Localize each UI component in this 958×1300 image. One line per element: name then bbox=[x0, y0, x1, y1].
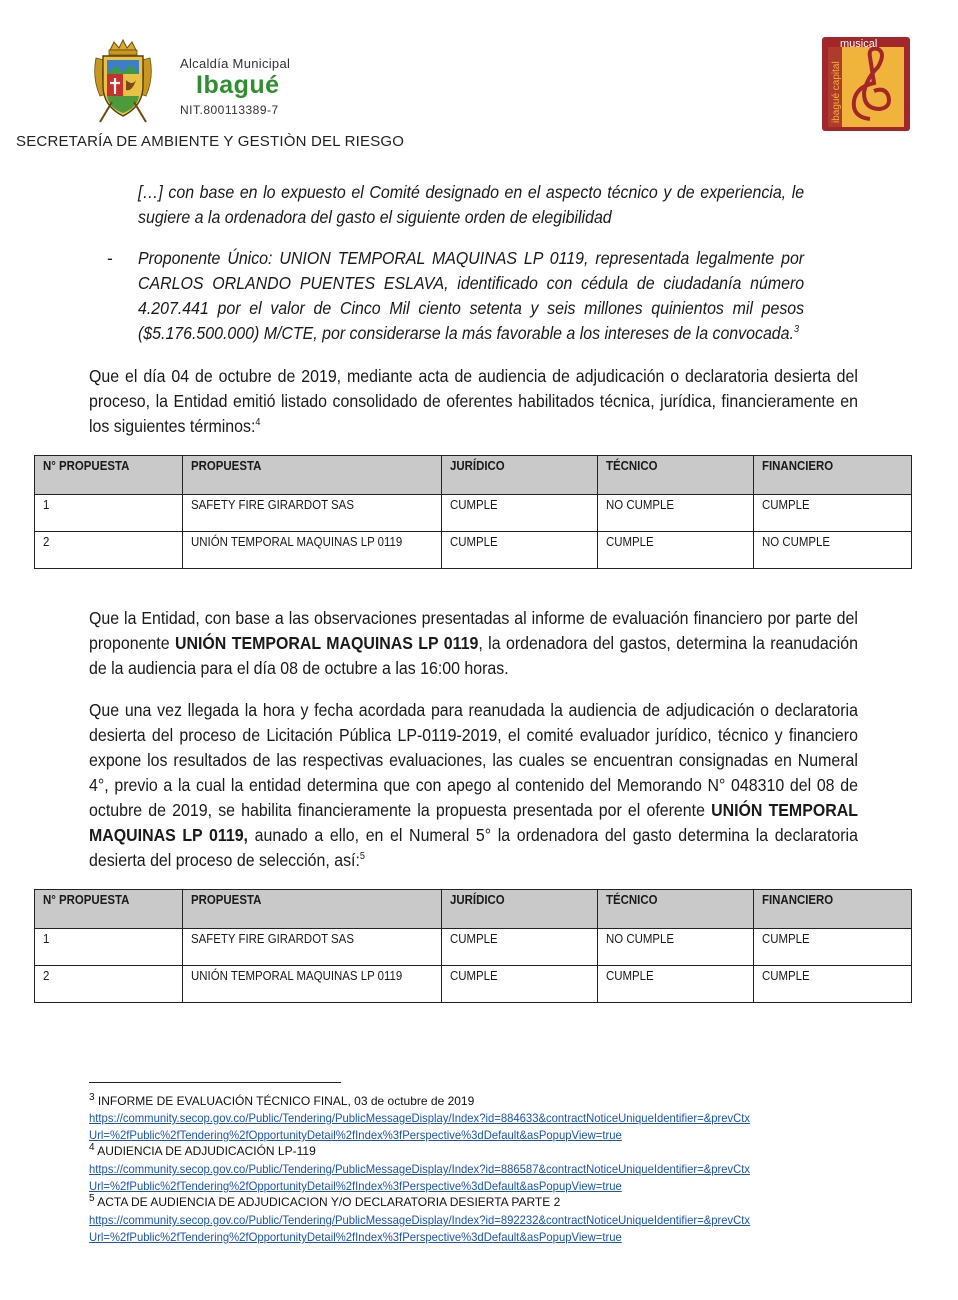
header-tecnico: TÉCNICO bbox=[598, 890, 754, 929]
header-propuesta: PROPUESTA bbox=[182, 456, 441, 495]
paragraph-2 bbox=[89, 606, 858, 681]
header-n-propuesta: N° PROPUESTA bbox=[35, 456, 183, 495]
table-cell: CUMPLE bbox=[441, 495, 597, 532]
logo-vertical-text: ibagué capital bbox=[831, 61, 842, 123]
table-cell: 1 bbox=[35, 929, 183, 966]
paragraph-3 bbox=[89, 698, 858, 873]
table-cell: SAFETY FIRE GIRARDOT SAS bbox=[182, 929, 441, 966]
table-header-row bbox=[35, 456, 912, 495]
table-header-row bbox=[35, 890, 912, 929]
table-cell: SAFETY FIRE GIRARDOT SAS bbox=[182, 495, 441, 532]
table-cell: 2 bbox=[35, 966, 183, 1003]
footnote-3-title: $^3$ INFORME DE EVALUACIÓN TÉCNICO FINAL, 03 de octubre de 2019 bbox=[89, 1092, 475, 1108]
header-juridico: JURÍDICO bbox=[441, 890, 597, 929]
header-juridico: JURÍDICO bbox=[441, 456, 597, 495]
table-cell: 1 bbox=[35, 495, 183, 532]
paragraph-2-bold: UNIÓN TEMPORAL MAQUINAS LP 0119 bbox=[174, 633, 479, 653]
paragraph-3-bold: UNIÓN TEMPORAL MAQUINAS LP 0119, bbox=[89, 800, 858, 845]
nit-number: NIT.800113389-7 bbox=[180, 103, 279, 117]
header-tecnico: TÉCNICO bbox=[598, 456, 754, 495]
secretaria-title: SECRETARÍA DE AMBIENTE Y GESTIÒN DEL RIESGO bbox=[16, 133, 405, 150]
paragraph-2-text-a: Que la Entidad, con base a las observaciones presentadas al informe de evaluación financiero por parte del proponente bbox=[89, 608, 858, 653]
footnote-5-link-line1[interactable]: https://community.secop.gov.co/Public/Tendering/PublicMessageDisplay/Index?id=892232&contractNoticeUniqueIdentifier=&prevCtx bbox=[89, 1213, 751, 1227]
table-cell: CUMPLE bbox=[441, 532, 597, 569]
bullet-paragraph bbox=[138, 246, 804, 346]
footnote-3-link-line1[interactable]: https://community.secop.gov.co/Public/Tendering/PublicMessageDisplay/Index?id=884633&contractNoticeUniqueIdentifier=&prevCtx bbox=[89, 1111, 751, 1125]
footnote-5-link-line2[interactable]: Url=%2fPublic%2fTendering%2fOpportunityDetail%2fIndex%3fPerspective%3dDefault&asPopupView=true bbox=[89, 1230, 622, 1244]
alcaldia-name: Alcaldía Municipal bbox=[180, 56, 291, 71]
footnote-3-link-line2[interactable]: Url=%2fPublic%2fTendering%2fOpportunityDetail%2fIndex%3fPerspective%3dDefault&asPopupView=true bbox=[89, 1128, 622, 1142]
table-row bbox=[35, 495, 912, 532]
paragraph-1-text: Que el día 04 de octubre de 2019, mediante acta de audiencia de adjudicación o declaratoria desierta del proceso, la Entidad emitió listado consolidado de oferentes habilitados técnica, jurídica, financieramente en los siguientes términos: bbox=[89, 366, 858, 436]
header-financiero: FINANCIERO bbox=[754, 456, 912, 495]
table-row bbox=[35, 966, 912, 1003]
musical-capital-logo-icon bbox=[822, 37, 910, 131]
evaluation-table-1 bbox=[34, 455, 912, 569]
quoted-paragraph: […] con base en lo expuesto el Comité designado en el aspecto técnico y de experiencia, le sugiere a la ordenadora del gasto el siguiente orden de elegibilidad bbox=[138, 182, 805, 227]
paragraph-1 bbox=[89, 364, 858, 439]
footnote-4-link-line2[interactable]: Url=%2fPublic%2fTendering%2fOpportunityDetail%2fIndex%3fPerspective%3dDefault&asPopupView=true bbox=[89, 1179, 622, 1193]
header-financiero: FINANCIERO bbox=[754, 890, 912, 929]
footnote-ref-4: 4 bbox=[255, 417, 261, 429]
paragraph-2-text-c: , la ordenadora del gastos, determina la reanudación de la audiencia para el día 08 de octubre a las 16:00 horas. bbox=[89, 633, 858, 678]
table-cell: 2 bbox=[35, 532, 183, 569]
table-cell: NO CUMPLE bbox=[598, 929, 754, 966]
footnote-ref-5: 5 bbox=[359, 851, 365, 863]
city-name: Ibagué bbox=[196, 71, 280, 99]
bullet-text: Proponente Único: UNION TEMPORAL MAQUINAS LP 0119, representada legalmente por CARLOS ORLANDO PUENTES ESLAVA, identificado con cédula de ciudadanía número 4.207.441 por el valor de Cinco Mil ciento setenta y seis millones quinientos mil pesos ($5.176.500.000) M/CTE, por considerarse la más favorable a los intereses de la convocada. bbox=[138, 248, 805, 343]
footnote-5-title: $^5$ ACTA DE AUDIENCIA DE ADJUDICACION Y/O DECLARATORIA DESIERTA PARTE 2 bbox=[89, 1193, 561, 1209]
table-cell: UNIÓN TEMPORAL MAQUINAS LP 0119 bbox=[182, 966, 441, 1003]
table-cell: CUMPLE bbox=[441, 929, 597, 966]
table-cell: CUMPLE bbox=[754, 495, 912, 532]
table-cell: NO CUMPLE bbox=[754, 532, 912, 569]
paragraph-3-text-c: aunado a ello, en el Numeral 5° la ordenadora del gasto determina la declaratoria desierta del proceso de selección, así: bbox=[89, 825, 858, 870]
paragraph-3-text-a: Que una vez llegada la hora y fecha acordada para reanudada la audiencia de adjudicación o declaratoria desierta del proceso de Licitación Pública LP-0119-2019, el comité evaluador jurídico, técnico y financiero expone los resultados de las respectivas evaluaciones, las cuales se encuentran consignadas en Numeral 4°, previo a la cual la entidad determina que con apego al contenido del Memorando N° 048310 del 08 de octubre de 2019, se habilita financieramente la propuesta presentada por el oferente bbox=[89, 700, 858, 820]
footnote-ref-3: 3 bbox=[793, 324, 800, 336]
bullet-dash: - bbox=[107, 248, 113, 268]
footnote-4-title: $^4$ AUDIENCIA DE ADJUDICACIÓN LP-119 bbox=[89, 1142, 316, 1158]
table-cell: NO CUMPLE bbox=[598, 495, 754, 532]
header-n-propuesta: N° PROPUESTA bbox=[35, 890, 183, 929]
table-row bbox=[35, 532, 912, 569]
table-cell: CUMPLE bbox=[441, 966, 597, 1003]
table-cell: CUMPLE bbox=[754, 966, 912, 1003]
table-row bbox=[35, 929, 912, 966]
evaluation-table-2 bbox=[34, 889, 912, 1003]
footnote-divider bbox=[89, 1082, 341, 1083]
ibague-coat-of-arms-icon bbox=[92, 38, 154, 124]
footnote-4-link-line1[interactable]: https://community.secop.gov.co/Public/Tendering/PublicMessageDisplay/Index?id=886587&contractNoticeUniqueIdentifier=&prevCtx bbox=[89, 1162, 751, 1176]
table-cell: CUMPLE bbox=[598, 966, 754, 1003]
logo-musical-text: musical bbox=[840, 38, 878, 50]
table-cell: CUMPLE bbox=[598, 532, 754, 569]
table-cell: UNIÓN TEMPORAL MAQUINAS LP 0119 bbox=[182, 532, 441, 569]
header-propuesta: PROPUESTA bbox=[182, 890, 441, 929]
table-cell: CUMPLE bbox=[754, 929, 912, 966]
